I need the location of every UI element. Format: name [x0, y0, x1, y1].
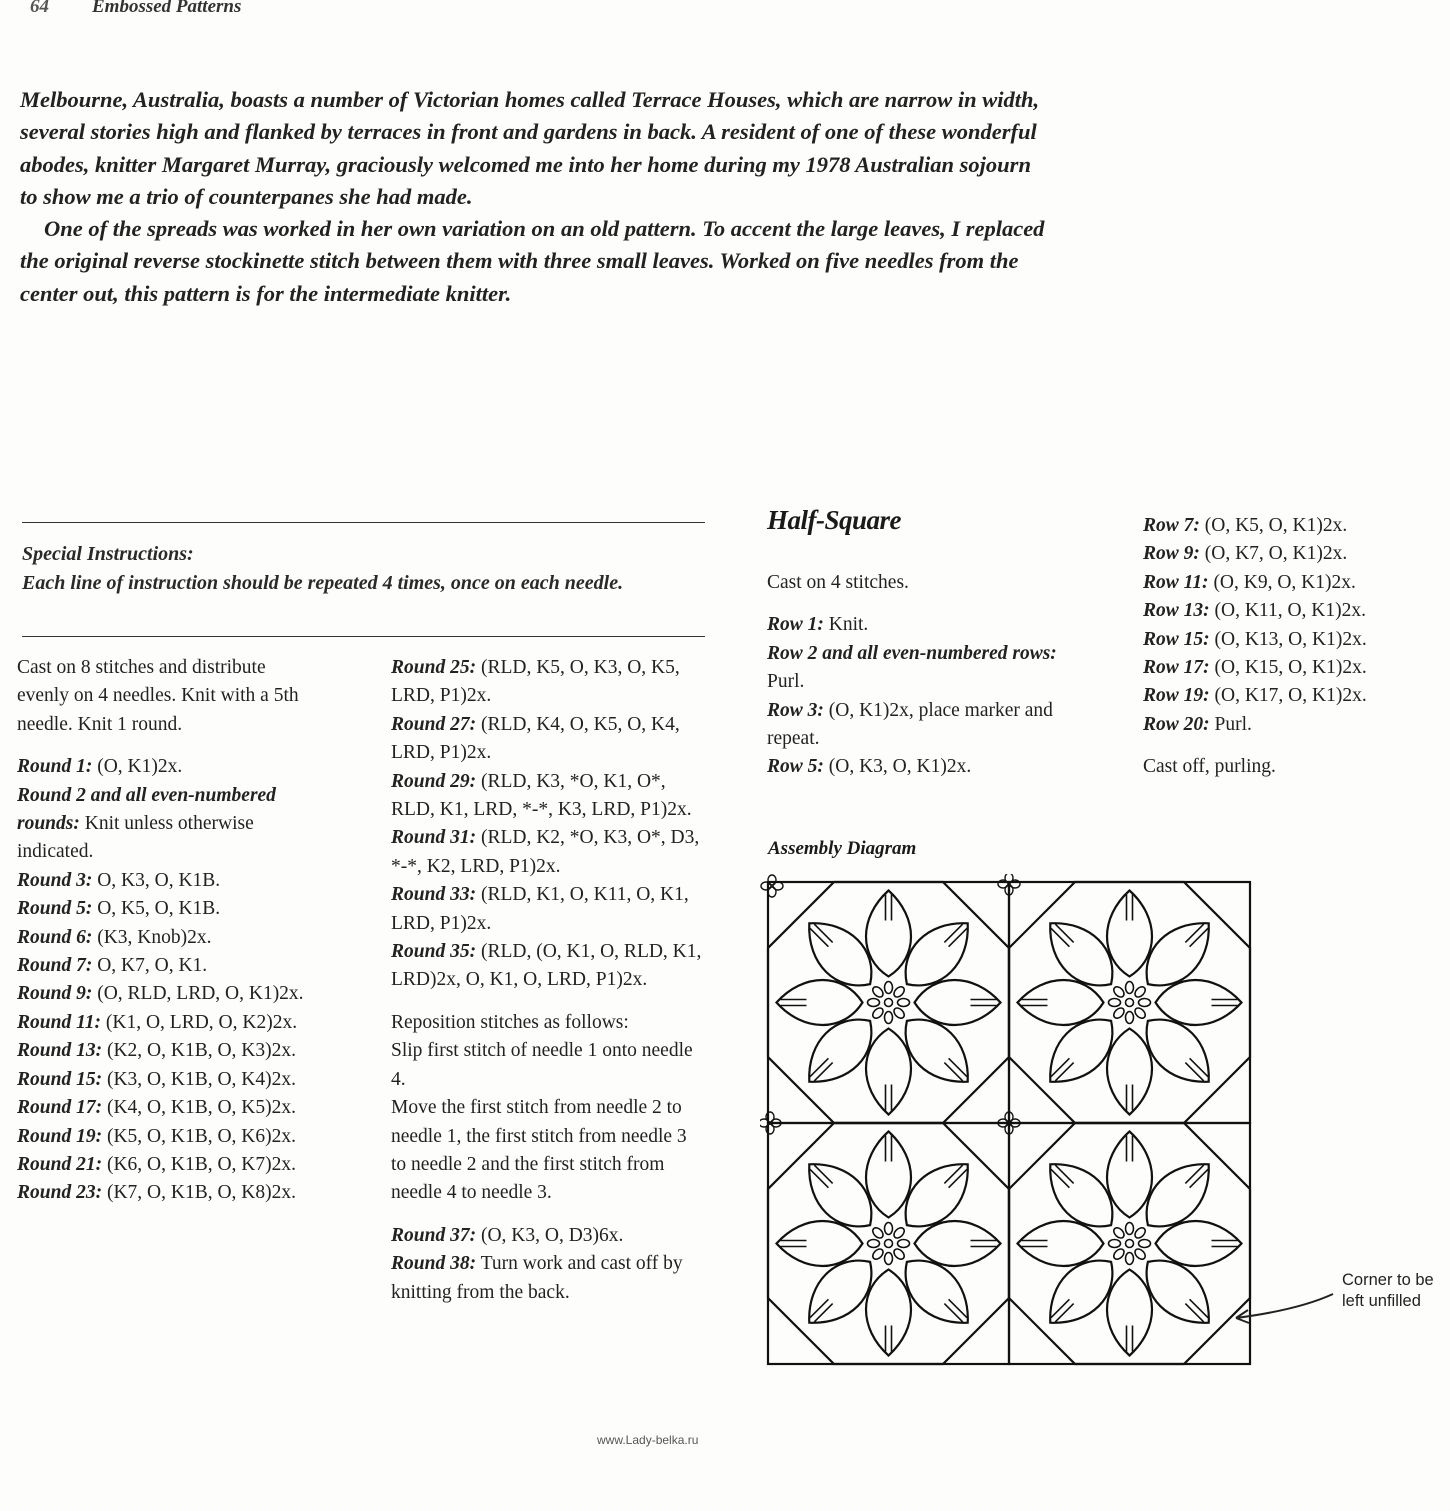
center-bud	[885, 1012, 893, 1024]
small-leaf-motif	[761, 882, 771, 890]
petal	[866, 1270, 911, 1356]
petal	[1132, 1005, 1225, 1098]
page-number: 64	[30, 0, 49, 17]
instruction-label: Row 20:	[1143, 713, 1210, 735]
petal	[793, 1246, 886, 1339]
center-bud	[885, 1253, 893, 1265]
instruction-text: Knit unless otherwise indicated.	[17, 813, 254, 863]
instruction-text: (O, K3, O, K1)2x.	[823, 756, 972, 778]
instruction-line	[1143, 597, 1443, 625]
instruction-text: Turn work and cast off by knitting from the back.	[391, 1253, 683, 1303]
instruction-line	[17, 654, 317, 739]
instruction-label: Round 13:	[17, 1040, 103, 1062]
instruction-label: Round 33:	[391, 884, 477, 906]
instruction-label: Round 31:	[391, 827, 477, 849]
instruction-line	[767, 569, 1057, 597]
center-bud	[1139, 999, 1151, 1007]
instruction-label: Row 1:	[767, 614, 824, 636]
instruction-label: Round 6:	[17, 926, 93, 948]
instruction-line	[391, 711, 706, 768]
instruction-text: (O, K15, O, K1)2x.	[1209, 657, 1367, 679]
instruction-line	[767, 697, 1057, 754]
instruction-line	[391, 1222, 706, 1250]
instruction-text: (K7, O, K1B, O, K8)2x.	[102, 1182, 296, 1204]
center-bud	[1126, 1223, 1134, 1235]
instruction-line	[17, 924, 317, 952]
petal	[1034, 1148, 1127, 1241]
instruction-label: Round 37:	[391, 1224, 477, 1246]
petal	[1107, 1270, 1152, 1356]
center-bud	[1139, 1240, 1151, 1248]
center-bud	[1112, 1006, 1126, 1020]
center-bud	[1112, 1247, 1126, 1261]
instruction-line	[1143, 682, 1443, 710]
center-bud	[898, 1240, 910, 1248]
instruction-line	[391, 1094, 706, 1208]
instruction-text: (O, K13, O, K1)2x.	[1209, 628, 1367, 650]
instruction-text: (RLD, K5, O, K3, O, K5, LRD, P1)2x.	[391, 657, 680, 707]
petal	[793, 907, 886, 1000]
instruction-line	[391, 1037, 706, 1094]
block-outline	[1009, 1123, 1250, 1364]
instruction-text: Cast on 4 stitches.	[767, 572, 909, 593]
arrow-icon	[1228, 1288, 1338, 1328]
instruction-label: Round 21:	[17, 1153, 103, 1175]
instruction-line	[767, 611, 1057, 639]
instruction-label: Row 13:	[1143, 600, 1210, 622]
instruction-label: Row 15:	[1143, 628, 1210, 650]
center-bud	[1133, 985, 1147, 999]
instruction-line	[391, 768, 706, 825]
center-bud	[898, 999, 910, 1007]
instruction-line	[17, 867, 317, 895]
petal	[891, 907, 984, 1000]
petal	[866, 1029, 911, 1115]
instruction-text: (O, K7, O, K1)2x.	[1199, 543, 1348, 565]
petal	[1132, 1148, 1225, 1241]
instruction-text: (O, K1)2x.	[92, 756, 183, 778]
instruction-label: Round 7:	[17, 955, 93, 977]
instruction-label: Round 11:	[17, 1011, 101, 1033]
center-bud	[868, 999, 880, 1007]
instruction-text: (RLD, K4, O, K5, O, K4, LRD, P1)2x.	[391, 713, 680, 764]
instruction-label: Round 1:	[17, 756, 93, 778]
instruction-text: Purl.	[1209, 713, 1252, 735]
corner-annotation	[1342, 1270, 1434, 1312]
center-bud	[892, 1247, 906, 1261]
petal	[866, 1132, 911, 1218]
chapter-title: Embossed Patterns	[92, 0, 242, 17]
divider	[22, 636, 705, 637]
center-bud	[1112, 1226, 1126, 1240]
petal	[891, 1005, 984, 1098]
center-bud	[885, 1223, 893, 1235]
running-header	[30, 0, 241, 18]
petal	[1018, 1221, 1104, 1266]
instruction-line	[391, 1250, 706, 1307]
instruction-text: (K6, O, K1B, O, K7)2x.	[102, 1153, 296, 1175]
instruction-label: Row 7:	[1143, 515, 1200, 536]
center-bud	[871, 1247, 885, 1261]
instruction-label: Row 3:	[767, 699, 824, 721]
assembly-diagram-title: Assembly Diagram	[768, 838, 917, 859]
instruction-text: Purl.	[767, 671, 805, 693]
instruction-text: Cast on 8 stitches and distribute evenly on 4 needles. Knit with a 5th needle. Knit 1 round.	[17, 657, 299, 735]
instruction-line	[391, 938, 706, 995]
block-outline	[768, 1123, 1009, 1364]
octagon-outline	[768, 1123, 1009, 1364]
special-text: Each line of instruction should be repeated 4 times, once on each needle.	[22, 571, 624, 594]
petal	[1107, 891, 1152, 977]
center-bud	[1126, 1012, 1134, 1024]
petal	[1018, 980, 1104, 1025]
intro-text	[20, 84, 1050, 310]
instruction-text: (RLD, K2, *O, K3, O*, D3, *-*, K2, LRD, P1)2x.	[391, 827, 700, 877]
petal	[793, 1148, 886, 1241]
petal	[1034, 1246, 1127, 1339]
instruction-line	[1143, 654, 1443, 682]
divider	[22, 522, 705, 523]
block-outline	[768, 882, 1009, 1123]
petal	[793, 1005, 886, 1098]
petal	[1132, 907, 1225, 1000]
center-bud	[1133, 1226, 1147, 1240]
instructions-column-2	[391, 654, 706, 1307]
instruction-line	[17, 1179, 317, 1207]
instruction-line	[767, 753, 1057, 781]
instruction-text: (O, K3, O, D3)6x.	[476, 1224, 624, 1246]
instruction-text: (O, K17, O, K1)2x.	[1209, 685, 1367, 707]
center-bud	[871, 1006, 885, 1020]
octagon-outline	[768, 882, 1009, 1123]
instruction-label: Round 38:	[391, 1253, 477, 1275]
instruction-label: Round 15:	[17, 1068, 103, 1090]
instruction-text: (K1, O, LRD, O, K2)2x.	[101, 1011, 298, 1033]
instruction-line	[17, 1151, 317, 1179]
center-bud	[892, 1006, 906, 1020]
instruction-line	[391, 824, 706, 881]
special-heading: Special Instructions:	[22, 543, 194, 565]
center-bud	[885, 982, 893, 994]
center-bud	[1109, 999, 1121, 1007]
half-square-title: Half-Square	[767, 505, 902, 535]
center-bud	[1126, 1253, 1134, 1265]
instruction-text: (K2, O, K1B, O, K3)2x.	[102, 1040, 296, 1062]
instruction-line	[17, 782, 317, 867]
petal	[1132, 1246, 1225, 1339]
instruction-line	[391, 881, 706, 938]
instruction-line	[17, 1123, 317, 1151]
petal	[777, 980, 863, 1025]
instruction-label: Round 19:	[17, 1125, 103, 1147]
center-bud	[1126, 982, 1134, 994]
instruction-text: (K3, O, K1B, O, K4)2x.	[102, 1068, 296, 1090]
watermark: www.Lady-belka.ru	[597, 1433, 699, 1447]
instruction-line	[17, 895, 317, 923]
intro-paragraph: Melbourne, Australia, boasts a number of Victorian homes called Terrace Houses, which are narrow in width, several stories high and flanked by terraces in front and gardens in back. A resident of one of these wonderful abodes, knitter Margaret Murray, graciously welcomed me into her home during my 1978 Australian sojourn to show me a trio of counterpanes she had made.	[20, 87, 1040, 209]
petal	[1156, 980, 1242, 1025]
instruction-line	[17, 1094, 317, 1122]
instructions-column-1	[17, 654, 317, 1208]
intro-paragraph: One of the spreads was worked in her own variation on an old pattern. To accent the large leaves, I replaced the original reverse stockinette stitch between them with three small leaves. Worked on five needles from the center out, this pattern is for the intermediate knitter.	[20, 216, 1045, 306]
instruction-text: O, K3, O, K1B.	[92, 869, 221, 891]
center-dot	[885, 999, 893, 1007]
instruction-line	[1143, 753, 1443, 781]
petal	[891, 1148, 984, 1241]
instruction-label: Row 11:	[1143, 571, 1209, 593]
center-bud	[1133, 1247, 1147, 1261]
instruction-label: Row 19:	[1143, 685, 1210, 707]
instruction-label: Round 27:	[391, 713, 477, 735]
center-bud	[871, 985, 885, 999]
instruction-label: Round 3:	[17, 869, 93, 891]
center-bud	[892, 1226, 906, 1240]
center-bud	[871, 1226, 885, 1240]
petal	[915, 980, 1001, 1025]
half-square-column-2	[1143, 512, 1443, 782]
petal	[1107, 1029, 1152, 1115]
instruction-text: O, K7, O, K1.	[92, 955, 208, 977]
corner-note-line: Corner to be	[1342, 1271, 1434, 1289]
instruction-label: Row 9:	[1143, 543, 1200, 565]
instruction-line	[1143, 512, 1443, 540]
petal	[1034, 1005, 1127, 1098]
petal	[866, 891, 911, 977]
instruction-text: Move the first stitch from needle 2 to needle 1, the first stitch from needle 3 to needle 2 and the first stitch from needle 4 to needle 3.	[391, 1097, 687, 1204]
instruction-text: (RLD, K1, O, K11, O, K1, LRD, P1)2x.	[391, 884, 689, 934]
petal	[777, 1221, 863, 1266]
center-bud	[1112, 985, 1126, 999]
instruction-line	[391, 654, 706, 711]
instruction-label: Round 2 and all even-numbered rounds:	[17, 784, 276, 835]
instruction-label: Round 23:	[17, 1182, 103, 1204]
instruction-text: Knit.	[823, 614, 869, 636]
instruction-label: Round 25:	[391, 657, 477, 678]
center-bud	[1109, 1240, 1121, 1248]
instruction-line	[1143, 540, 1443, 568]
half-square-column-1	[767, 569, 1057, 782]
assembly-diagram	[760, 874, 1260, 1368]
instruction-line	[1143, 569, 1443, 597]
instruction-text: Slip first stitch of needle 1 onto needle 4.	[391, 1040, 693, 1090]
center-dot	[1126, 999, 1134, 1007]
instruction-text: O, K5, O, K1B.	[92, 898, 221, 920]
instruction-text: (RLD, (O, K1, O, RLD, K1, LRD)2x, O, K1, O, LRD, P1)2x.	[391, 941, 702, 991]
block-outline	[1009, 882, 1250, 1123]
center-dot	[885, 1240, 893, 1248]
petal	[891, 1246, 984, 1339]
instruction-label: Round 5:	[17, 898, 93, 920]
instruction-line	[17, 952, 317, 980]
petal	[1156, 1221, 1242, 1266]
instruction-line	[17, 1037, 317, 1065]
instruction-text: (O, K5, O, K1)2x.	[1199, 515, 1348, 536]
special-instructions	[22, 540, 712, 597]
center-bud	[868, 1240, 880, 1248]
instruction-label: Round 29:	[391, 770, 477, 792]
instruction-text: (O, K1)2x, place marker and repeat.	[767, 699, 1053, 750]
center-bud	[892, 985, 906, 999]
instruction-label: Row 5:	[767, 756, 824, 778]
instruction-label: Row 2 and all even-numbered rows:	[767, 642, 1057, 664]
instruction-line	[17, 1066, 317, 1094]
instruction-text: (K3, Knob)2x.	[92, 926, 212, 948]
instruction-label: Row 17:	[1143, 657, 1210, 679]
octagon-outline	[1009, 1123, 1250, 1364]
instruction-text: (O, K11, O, K1)2x.	[1209, 600, 1366, 622]
instruction-line	[17, 980, 317, 1008]
instruction-text: Cast off, purling.	[1143, 756, 1276, 778]
octagon-outline	[1009, 882, 1250, 1123]
instruction-label: Round 9:	[17, 983, 93, 1005]
center-bud	[1133, 1006, 1147, 1020]
instruction-text: Reposition stitches as follows:	[391, 1011, 629, 1033]
petal	[915, 1221, 1001, 1266]
instruction-label: Round 17:	[17, 1097, 103, 1119]
instruction-line	[391, 1009, 706, 1037]
instruction-text: (K5, O, K1B, O, K6)2x.	[102, 1125, 296, 1147]
instruction-text: (K4, O, K1B, O, K5)2x.	[102, 1097, 296, 1119]
instruction-line	[17, 753, 317, 781]
instruction-line	[1143, 626, 1443, 654]
instruction-line	[1143, 711, 1443, 739]
center-dot	[1126, 1240, 1134, 1248]
instruction-line	[767, 640, 1057, 697]
petal	[1107, 1132, 1152, 1218]
instruction-text: (RLD, K3, *O, K1, O*, RLD, K1, LRD, *-*, K3, LRD, P1)2x.	[391, 770, 692, 821]
instruction-text: (O, RLD, LRD, O, K1)2x.	[92, 983, 304, 1005]
instruction-label: Round 35:	[391, 941, 477, 963]
petal	[1034, 907, 1127, 1000]
instruction-text: (O, K9, O, K1)2x.	[1208, 571, 1356, 593]
corner-note-line: left unfilled	[1342, 1292, 1421, 1310]
instruction-line	[17, 1009, 317, 1037]
